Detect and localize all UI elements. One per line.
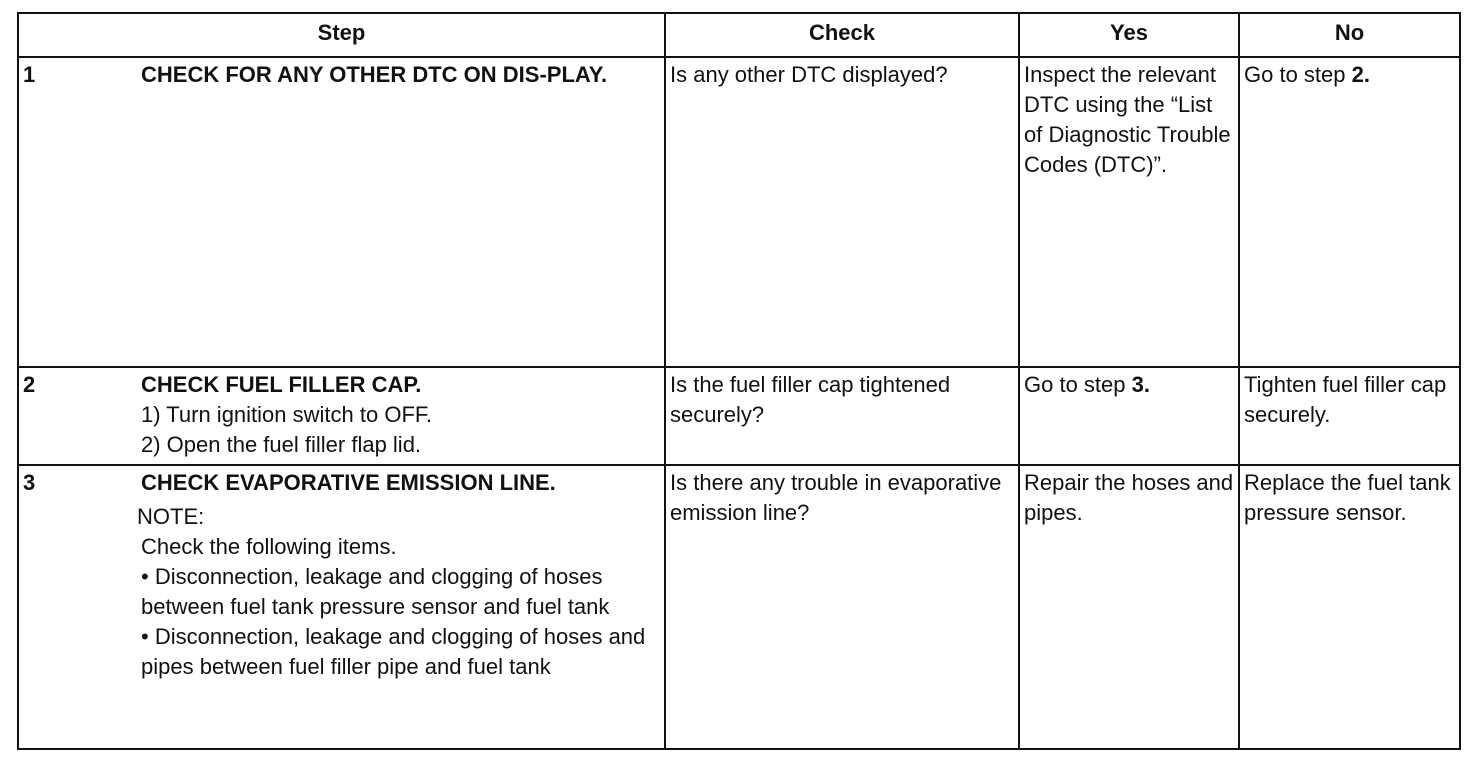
step-title: CHECK FUEL FILLER CAP. — [141, 372, 422, 397]
step-number: 1 — [18, 57, 137, 367]
table-row — [18, 465, 1460, 749]
note-item: • Disconnection, leakage and clogging of hoses between fuel tank pressure sensor and fuel tank — [141, 564, 610, 619]
yes-cell: Repair the hoses and pipes. — [1019, 465, 1239, 749]
step-cell — [137, 367, 665, 465]
header-row — [18, 13, 1460, 57]
step-title: CHECK FOR ANY OTHER DTC ON DIS-PLAY. — [141, 62, 608, 87]
substep: 1) Turn ignition switch to OFF. — [141, 402, 432, 427]
step-cell — [137, 57, 665, 367]
no-cell: Tighten fuel filler cap securely. — [1239, 367, 1460, 465]
step-number: 2 — [18, 367, 137, 465]
note-heading: NOTE: — [137, 504, 205, 529]
header-check: Check — [665, 13, 1019, 57]
step-number: 3 — [18, 465, 137, 749]
no-cell: Replace the fuel tank pressure sensor. — [1239, 465, 1460, 749]
step-cell — [137, 465, 665, 749]
yes-text: Go to step — [1024, 372, 1132, 397]
note-intro: Check the following items. — [141, 534, 397, 559]
substep: 2) Open the fuel filler flap lid. — [141, 432, 422, 457]
yes-cell: Inspect the relevant DTC using the “List of Diagnostic Trouble Codes (DTC)”. — [1019, 57, 1239, 367]
no-cell — [1239, 57, 1460, 367]
table-row — [18, 57, 1460, 367]
header-yes: Yes — [1019, 13, 1239, 57]
check-cell: Is any other DTC displayed? — [665, 57, 1019, 367]
yes-cell — [1019, 367, 1239, 465]
table-row — [18, 367, 1460, 465]
step-title: CHECK EVAPORATIVE EMISSION LINE. — [141, 470, 556, 495]
check-cell: Is the fuel filler cap tightened securely? — [665, 367, 1019, 465]
header-no: No — [1239, 13, 1460, 57]
no-step-ref: 2. — [1351, 62, 1370, 87]
yes-step-ref: 3. — [1131, 372, 1150, 397]
no-text: Go to step — [1244, 62, 1352, 87]
check-cell: Is there any trouble in evaporative emission line? — [665, 465, 1019, 749]
note-item: • Disconnection, leakage and clogging of hoses and pipes between fuel filler pipe and fuel tank — [141, 624, 646, 679]
header-step: Step — [18, 13, 665, 57]
diagnostic-table — [17, 12, 1461, 750]
